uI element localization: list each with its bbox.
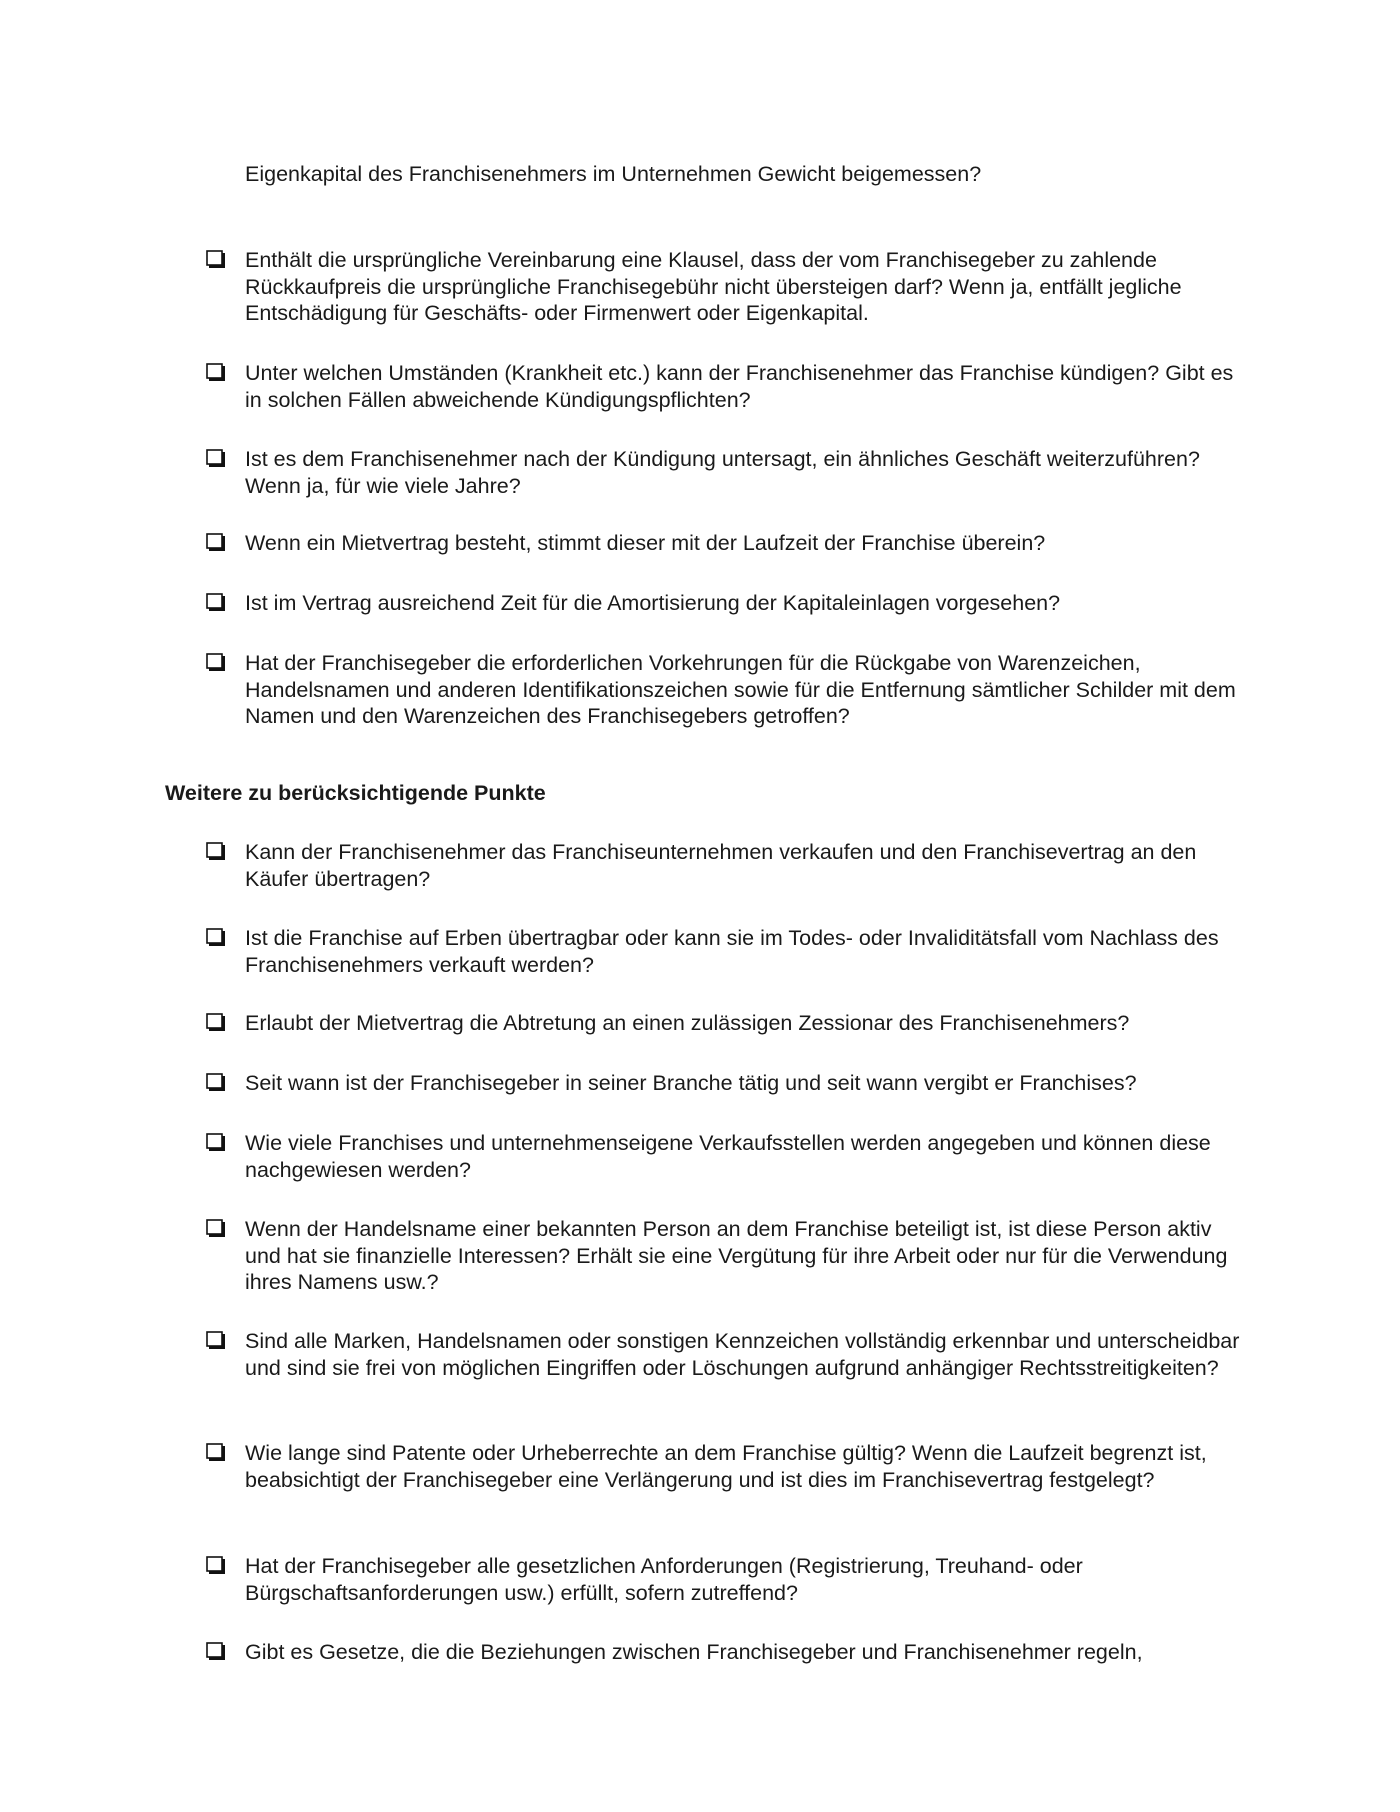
checklist-item [206,650,1246,730]
checkbox-icon[interactable] [206,449,226,467]
checklist-item [206,1553,1246,1606]
checkbox-icon[interactable] [206,1133,226,1151]
checkbox-icon[interactable] [206,250,226,268]
continuation-text: Eigenkapital des Franchisenehmers im Unternehmen Gewicht beigemessen? [245,162,982,186]
checkbox-icon[interactable] [206,653,226,671]
checklist-item-text: Hat der Franchisegeber die erforderlichen Vorkehrungen für die Rückgabe von Warenzeichen, Handelsnamen und anderen Identifikationszeichen sowie für die Entfernung sämtlicher Schilder mit dem Namen und den Warenzeichen des Franchisegebers getroffen? [245,651,1236,728]
checkbox-icon[interactable] [206,1013,226,1031]
checklist-item-text: Unter welchen Umständen (Krankheit etc.) kann der Franchisenehmer das Franchise kündigen? Gibt es in solchen Fällen abweichende Kündigungspflichten? [245,361,1234,412]
checklist-item [206,1639,1246,1666]
checklist-item-text: Hat der Franchisegeber alle gesetzlichen Anforderungen (Registrierung, Treuhand- oder Bürgschaftsanforderungen usw.) erfüllt, sofern zutreffend? [245,1554,1083,1605]
checklist-item-text: Wenn der Handelsname einer bekannten Person an dem Franchise beteiligt ist, ist diese Person aktiv und hat sie finanzielle Interessen? Erhält sie eine Vergütung für ihre Arbeit oder nur für die Verwendung ihres Namens usw.? [245,1217,1228,1294]
checkbox-icon[interactable] [206,1642,226,1660]
checklist-item-text: Ist im Vertrag ausreichend Zeit für die Amortisierung der Kapitaleinlagen vorgesehen? [245,591,1061,615]
checklist-item-text: Kann der Franchisenehmer das Franchiseunternehmen verkaufen und den Franchisevertrag an den Käufer übertragen? [245,840,1197,891]
checkbox-icon[interactable] [206,1331,226,1349]
checklist-item [206,247,1246,327]
checklist-item-text: Sind alle Marken, Handelsnamen oder sonstigen Kennzeichen vollständig erkennbar und unterscheidbar und sind sie frei von möglichen Eingriffen oder Löschungen aufgrund anhängiger Rechtsstreitigkeiten? [245,1329,1240,1380]
checklist-item [206,1070,1246,1097]
checklist-item [206,590,1246,617]
checklist-item-text: Seit wann ist der Franchisegeber in seiner Branche tätig und seit wann vergibt er Franchises? [245,1071,1137,1095]
checklist-item [206,839,1246,892]
checkbox-icon[interactable] [206,928,226,946]
checklist-item-text: Ist die Franchise auf Erben übertragbar oder kann sie im Todes- oder Invaliditätsfall vom Nachlass des Franchisenehmers verkauft werden? [245,926,1219,977]
checklist-item-text: Erlaubt der Mietvertrag die Abtretung an einen zulässigen Zessionar des Franchisenehmers? [245,1011,1130,1035]
section-heading: Weitere zu berücksichtigende Punkte [165,781,546,805]
checklist-item-text: Wie lange sind Patente oder Urheberrechte an dem Franchise gültig? Wenn die Laufzeit begrenzt ist, beabsichtigt der Franchisegeber eine Verlängerung und ist dies im Franchisevertrag festgelegt? [245,1441,1207,1492]
checklist-item-text: Ist es dem Franchisenehmer nach der Kündigung untersagt, ein ähnliches Geschäft weiterzuführen? Wenn ja, für wie viele Jahre? [245,447,1200,498]
checkbox-icon[interactable] [206,593,226,611]
checklist-item [206,1010,1246,1037]
checklist-item [206,530,1246,557]
checkbox-icon[interactable] [206,533,226,551]
checklist-item-text: Gibt es Gesetze, die die Beziehungen zwischen Franchisegeber und Franchisenehmer regeln, [245,1640,1143,1664]
checkbox-icon[interactable] [206,363,226,381]
checklist-item-text: Enthält die ursprüngliche Vereinbarung eine Klausel, dass der vom Franchisegeber zu zahlende Rückkaufpreis die ursprüngliche Franchisegebühr nicht übersteigen darf? Wenn ja, entfällt jegliche Entschädigung für Geschäfts- oder Firmenwert oder Eigenkapital. [245,248,1182,325]
checkbox-icon[interactable] [206,842,226,860]
checklist-item [206,925,1246,978]
checklist-item [206,1440,1246,1493]
checkbox-icon[interactable] [206,1556,226,1574]
checklist-item [206,360,1246,413]
checklist-item [206,1328,1246,1381]
checklist-item [206,1216,1246,1296]
checklist-item-text: Wenn ein Mietvertrag besteht, stimmt dieser mit der Laufzeit der Franchise überein? [245,531,1046,555]
checklist-item [206,446,1246,499]
checklist-item-text: Wie viele Franchises und unternehmenseigene Verkaufsstellen werden angegeben und können diese nachgewiesen werden? [245,1131,1211,1182]
checkbox-icon[interactable] [206,1073,226,1091]
checkbox-icon[interactable] [206,1443,226,1461]
checkbox-icon[interactable] [206,1219,226,1237]
checklist-item [206,1130,1246,1183]
